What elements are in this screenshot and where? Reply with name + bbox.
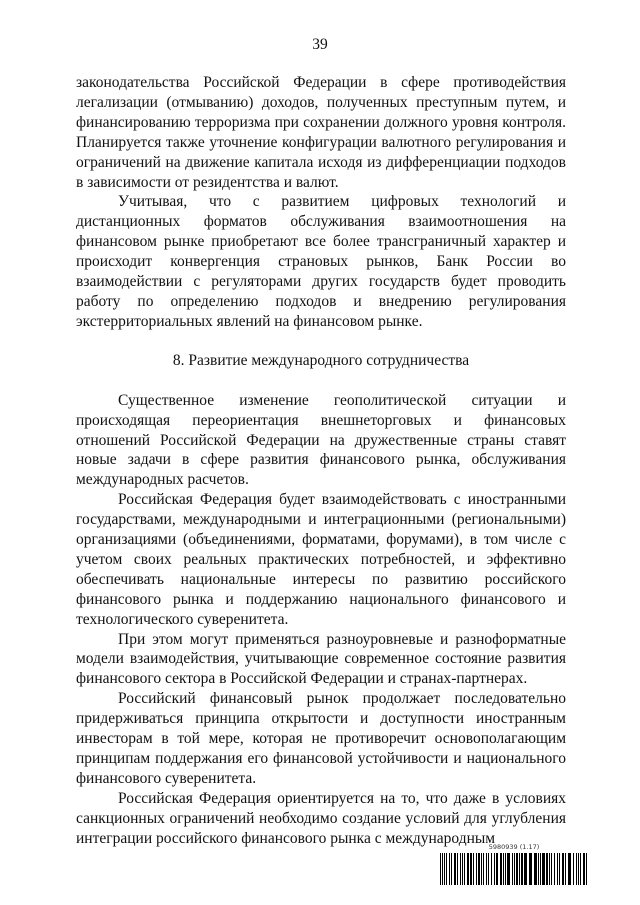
paragraph: Российская Федерация будет взаимодействовать с иностранными государствами, международными и интеграционными (региональными) организациями (объединениями, форматами, форумами), в том числе с учетом своих реальных практических потребностей, и эффективно обеспечивать национальные интересы по развитию российского финансового рынка и поддержанию национального финансового и технологического суверенитета. — [76, 491, 566, 628]
paragraph: Существенное изменение геополитической ситуации и происходящая переориентация внешнеторговых и финансовых отношений Российской Федерации на дружественные страны ставят новые задачи в сфере развития финансового рынка, обслуживания международных расчетов. — [76, 391, 566, 489]
document-body — [76, 73, 566, 849]
paragraph: Российский финансовый рынок продолжает последовательно придерживаться принципа открытости и доступности иностранным инвесторам в той мере, которая не противоречит основополагающим принципам поддержания его финансовой устойчивости и национального финансового суверенитета. — [76, 690, 566, 787]
paragraph: законодательства Российской Федерации в сфере противодействия легализации (отмыванию) доходов, полученных преступным путем, и финансированию терроризма при сохранении должного уровня контроля. Планируется также уточнение конфигурации валютного регулирования и ограничений на движение капитала исходя из дифференциации подходов в зависимости от резидентства и валют. — [76, 74, 566, 191]
barcode-id: 5980939 (1.17) — [488, 843, 540, 851]
paragraph: При этом могут применяться разноуровневые и разноформатные модели взаимодействия, учитывающие современное состояние развития финансового сектора в Российской Федерации и странах-партнерах. — [76, 630, 566, 688]
page-number: 39 — [312, 36, 328, 53]
paragraph: Учитывая, что с развитием цифровых технологий и дистанционных форматов обслуживания взаимоотношения на финансовом рынке приобретают все более трансграничный характер и происходит конвергенция страновых рынков, Банк России во взаимодействии с регуляторами других государств будет проводить работу по определению подходов и внедрению регулирования экстерриториальных явлений на финансовом рынке. — [76, 193, 566, 330]
paragraph: Российская Федерация ориентируется на то, что даже в условиях санкционных ограничений необходимо создание условий для углубления интеграции российского финансового рынка с международным — [76, 789, 566, 847]
barcode-icon — [440, 853, 588, 885]
barcode — [440, 843, 588, 887]
section-heading: 8. Развитие международного сотрудничества — [172, 351, 470, 369]
